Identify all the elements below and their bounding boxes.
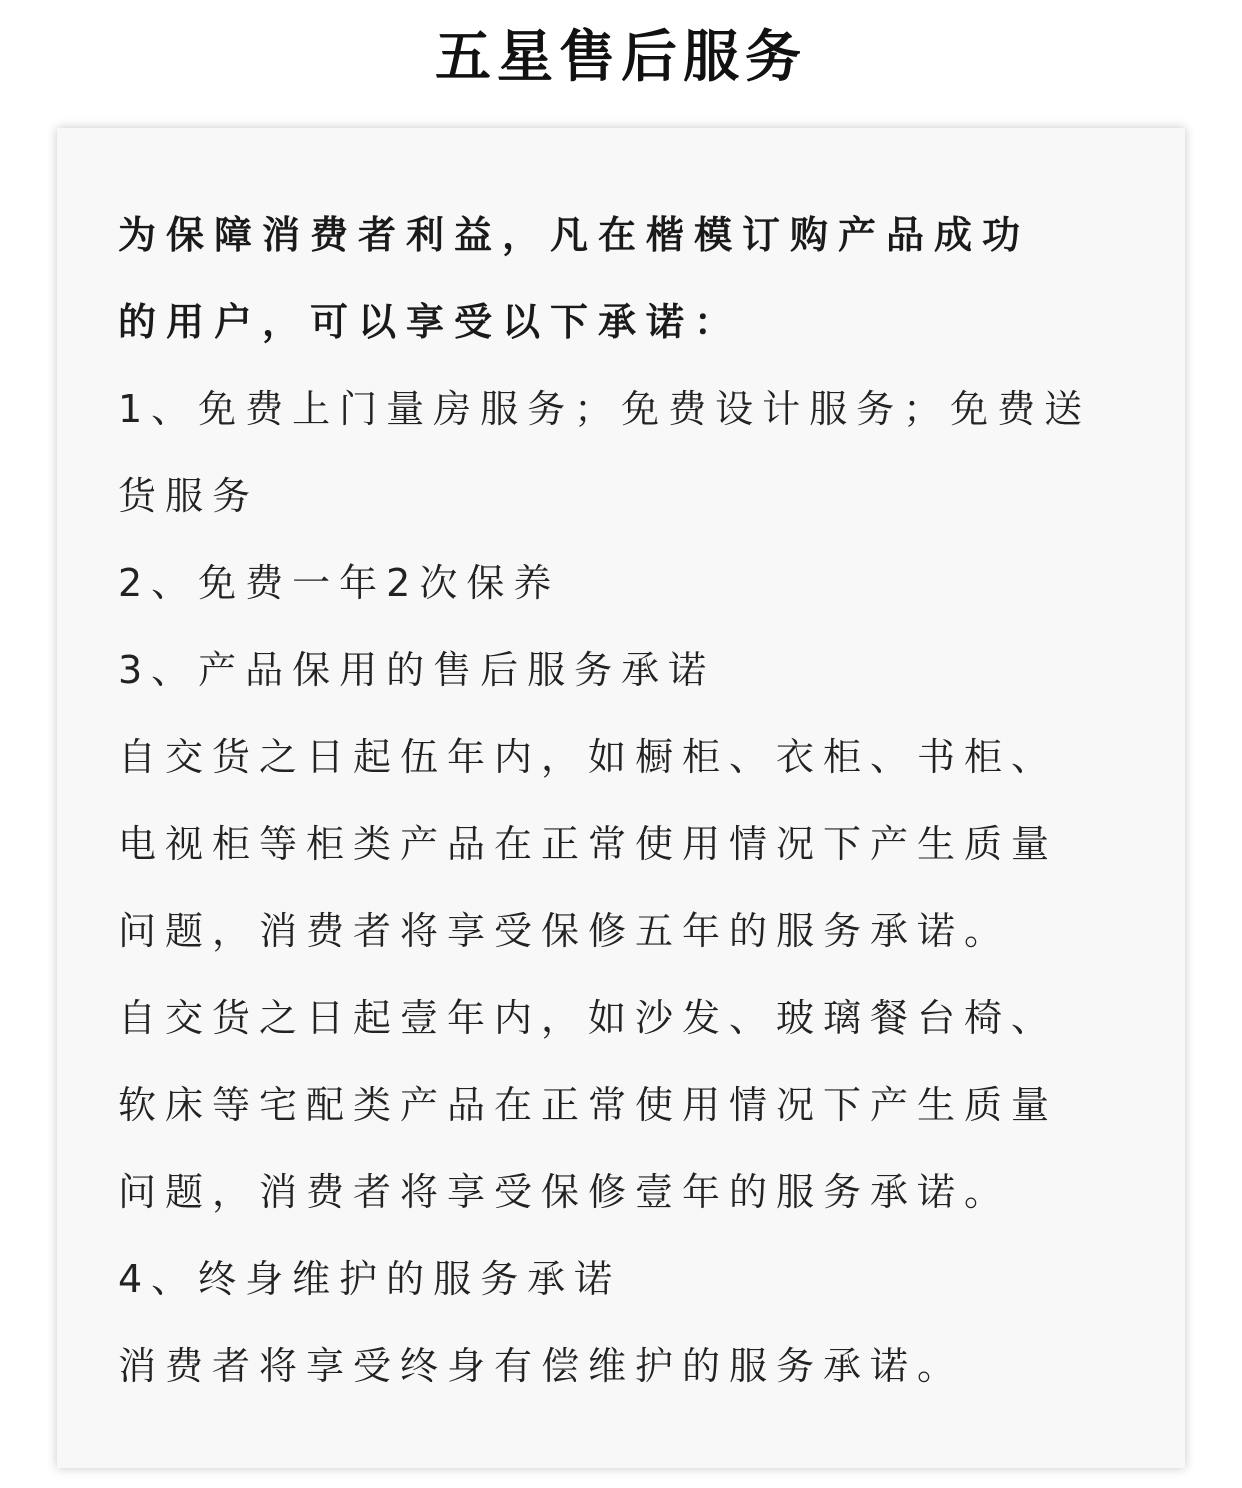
item-3-para-2-line-1: 自交货之日起壹年内，如沙发、玻璃餐台椅、 <box>118 996 1059 1040</box>
intro-line-2: 的用户，可以享受以下承诺： <box>118 300 743 344</box>
item-1-line-1: 1、免费上门量房服务；免费设计服务；免费送 <box>118 387 1092 431</box>
item-4-heading: 4、终身维护的服务承诺 <box>118 1257 622 1301</box>
item-3-para-1-line-2: 电视柜等柜类产品在正常使用情况下产生质量 <box>118 822 1059 866</box>
item-3-para-2-line-2: 软床等宅配类产品在正常使用情况下产生质量 <box>118 1083 1059 1127</box>
item-3-para-2-line-3: 问题，消费者将享受保修壹年的服务承诺。 <box>118 1170 1012 1214</box>
item-1-line-2: 货服务 <box>118 474 260 518</box>
item-4-para-line: 消费者将享受终身有偿维护的服务承诺。 <box>118 1344 965 1388</box>
service-content <box>118 192 1128 1410</box>
intro-line-1: 为保障消费者利益，凡在楷模订购产品成功 <box>118 213 1031 257</box>
item-3-para-1-line-1: 自交货之日起伍年内，如橱柜、衣柜、书柜、 <box>118 735 1059 779</box>
page-title: 五星售后服务 <box>435 25 807 90</box>
item-2-line: 2、免费一年2次保养 <box>118 561 561 605</box>
item-3-para-1-line-3: 问题，消费者将享受保修五年的服务承诺。 <box>118 909 1012 953</box>
item-3-heading: 3、产品保用的售后服务承诺 <box>118 648 716 692</box>
